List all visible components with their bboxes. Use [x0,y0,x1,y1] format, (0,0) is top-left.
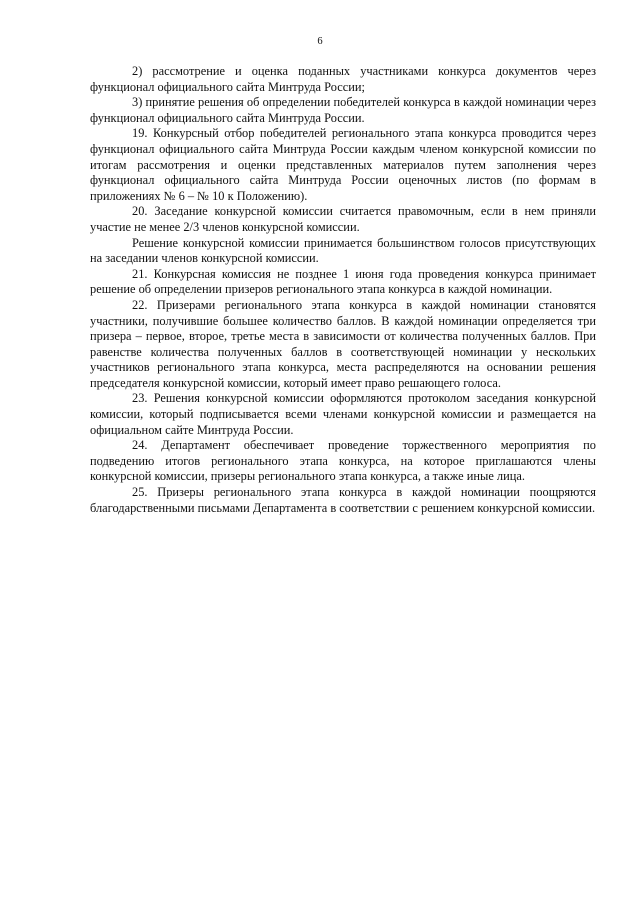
paragraph-20-decision: Решение конкурсной комиссии принимается большинством голосов присутствующих на заседании членов конкурсной комиссии. [90,235,596,266]
paragraph-item-3: 3) принятие решения об определении победителей конкурса в каждой номинации через функционал официального сайта Минтруда России. [90,95,596,125]
document-body [90,64,596,516]
paragraph-25: 25. Призеры регионального этапа конкурса в каждой номинации поощряются благодарственными письмами Департамента в соответствии с решением конкурсной комиссии. [90,485,596,515]
paragraph-19: 19. Конкурсный отбор победителей регионального этапа конкурса проводится через функционал официального сайта Минтруда России каждым членом конкурсной комиссии по итогам рассмотрения и оценки представленных материалов путем заполнения через функционал официального сайта Минтруда России оценочных листов (по формам в приложениях № 6 – № 10 к Положению). [90,126,596,203]
paragraph-21: 21. Конкурсная комиссия не позднее 1 июня года проведения конкурса принимает решение об определении призеров регионального этапа конкурса в каждой номинации. [90,266,596,297]
paragraph-22: 22. Призерами регионального этапа конкурса в каждой номинации становятся участники, получившие большее количество баллов. В каждой номинации определяется три призера – первое, второе, третье места в зависимости от количества полученных баллов. При равенстве количества полученных баллов в соответствующей номинации у нескольких участников регионального этапа конкурса, места распределяются на основании решения председателя конкурсной комиссии, который имеет право решающего голоса. [90,297,596,390]
paragraph-20: 20. Заседание конкурсной комиссии считается правомочным, если в нем приняли участие не менее 2/3 членов конкурсной комиссии. [90,204,596,234]
page-number: 6 [317,36,323,47]
paragraph-24: 24. Департамент обеспечивает проведение торжественного мероприятия по подведению итогов регионального этапа конкурса, на которое приглашаются члены конкурсной комиссии, призеры регионального этапа конкурса, а также иные лица. [90,438,596,484]
paragraph-23: 23. Решения конкурсной комиссии оформляются протоколом заседания конкурсной комиссии, который подписывается всеми членами конкурсной комиссии и размещается на официальном сайте Минтруда России. [90,391,596,437]
paragraph-item-2: 2) рассмотрение и оценка поданных участниками конкурса документов через функционал официального сайта Минтруда России; [90,64,596,94]
